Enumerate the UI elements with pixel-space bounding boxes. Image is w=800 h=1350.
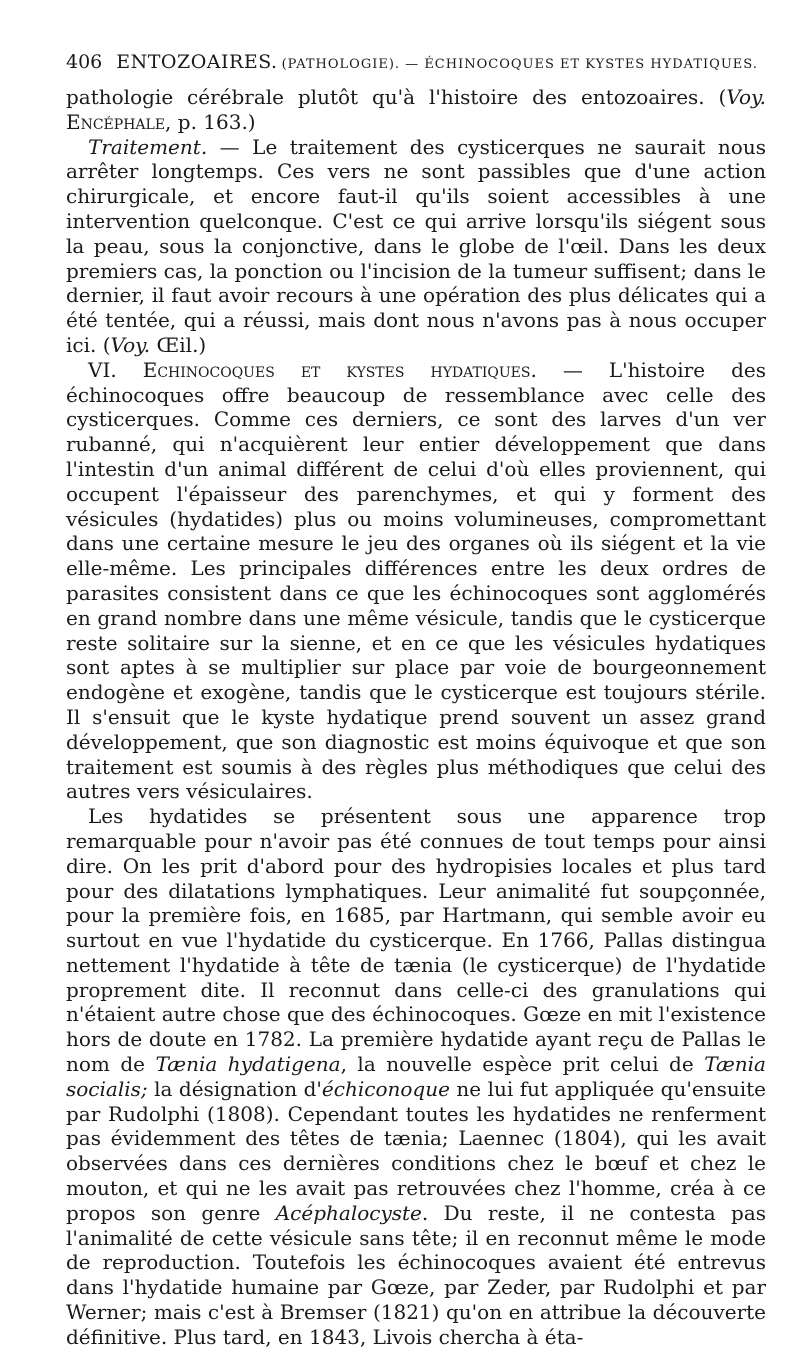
text-span: , la nouvelle espèce prit celui de — [340, 1052, 705, 1077]
page-number: 406 — [66, 51, 103, 73]
text-span: Traitement. — [88, 134, 208, 159]
text-span: Œil.) — [150, 332, 207, 357]
text-span: Voy. — [110, 332, 151, 357]
text-span: Encéphale — [66, 109, 166, 134]
paragraph — [66, 85, 766, 135]
text-span: Les hydatides se présentent sous une apparence trop remarquable pour n'avoir pas été connues de tout temps pour ainsi dire. On les prit d'abord pour des hydropisies locales et plus tard pour des dilatations lymphatiques. Leur animalité fut soupçonnée, pour la première fois, en 1685, par Hartmann, qui semble avoir eu surtout en vue l'hydatide du cysticerque. En 1766, Pallas distingua nettement l'hydatide à tête de tænia (le cysticerque) de l'hydatide proprement dite. Il reconnut dans celle-ci des granulations qui n'étaient autre chose que des échinocoques. Gœze en mit l'existence hors de doute en 1782. La première hydatide ayant reçu de Pallas le nom de — [66, 804, 766, 1077]
text-span: échiconoque — [321, 1076, 450, 1101]
text-span: Echinocoques et kystes hydatiques — [142, 357, 531, 382]
running-title: ENTOZOAIRES. — [116, 51, 278, 73]
body-text — [66, 85, 766, 1350]
paragraph — [66, 804, 766, 1350]
running-subtitle: (PATHOLOGIE). — ÉCHINOCOQUES ET KYSTES HYDATIQUES. — [281, 57, 758, 72]
text-span: ne lui fut appliquée qu'ensuite par Rudolphi (1808). Cependant toutes les hydatides ne renferment pas évidemment des têtes de tænia; Laennec (1804), qui les avait observées dans ces dernières conditions chez le bœuf et chez le mouton, et qui ne les avait pas retrouvées chez l'homme, créa à ce propos son genre — [66, 1076, 766, 1225]
text-span: Tænia socialis; — [66, 1052, 766, 1101]
text-span: . Du reste, il ne contesta pas l'animalité de cette vésicule sans tête; il en reconnut même le mode de reproduction. Toutefois les échinocoques avaient été entrevus dans l'hydatide humaine par Gœze, par Zeder, par Rudolphi et par Werner; mais c'est à Bremser (1821) qu'on en attribue la découverte définitive. Plus tard, en 1843, Livois chercha à éta- — [66, 1200, 767, 1349]
text-span: Acéphalocyste — [275, 1200, 422, 1225]
paragraph — [66, 135, 766, 358]
text-span: la désignation d' — [147, 1076, 322, 1101]
text-span: , p. 163.) — [165, 109, 256, 134]
text-span: pathologie cérébrale plutôt qu'à l'histoire des entozoaires. ( — [66, 85, 727, 109]
text-span: — Le traitement des cysticerques ne saurait nous arrêter longtemps. Ces vers ne sont passibles que d'une action chirurgicale, et encore faut-il qu'ils soient accessibles à une intervention quelconque. C'est ce qui arrive lorsqu'ils siégent sous la peau, sous la conjonctive, dans le globe de l'œil. Dans les deux premiers cas, la ponction ou l'incision de la tumeur suffisent; dans le dernier, il faut avoir recours à une opération des plus délicates qui a été tentée, qui a réussi, mais dont nous n'avons pas à nous occuper ici. ( — [66, 134, 766, 357]
text-span: . — L'histoire des échinocoques offre beaucoup de ressemblance avec celle des cysticerques. Comme ces derniers, ce sont des larves d'un ver rubanné, qui n'acquièrent leur entier développement que dans l'intestin d'un animal différent de celui d'où elles proviennent, qui occupent l'épaisseur des parenchymes, et qui y forment des vésicules (hydatides) plus ou moins volumineuses, compromettant dans une certaine mesure le jeu des organes où ils siégent et la vie elle-même. Les principales différences entre les deux ordres de parasites consistent dans ce que les échinocoques sont agglomérés en grand nombre dans une même vésicule, tandis que le cysticerque reste solitaire sur la sienne, et en ce que les vésicules hydatiques sont aptes à se multiplier sur place par voie de bourgeonnement endogène et exogène, tandis que le cysticerque est toujours stérile. Il s'ensuit que le kyste hydatique prend souvent un assez grand développement, que son diagnostic est moins équivoque et que son traitement est soumis à des règles plus méthodiques que celui des autres vers vésiculaires. — [66, 357, 766, 804]
paragraph — [66, 358, 766, 804]
text-span: Voy. — [726, 85, 766, 109]
running-header — [66, 48, 766, 79]
text-span: Tænia hydatigena — [155, 1052, 341, 1077]
text-span: VI. — [88, 357, 143, 382]
